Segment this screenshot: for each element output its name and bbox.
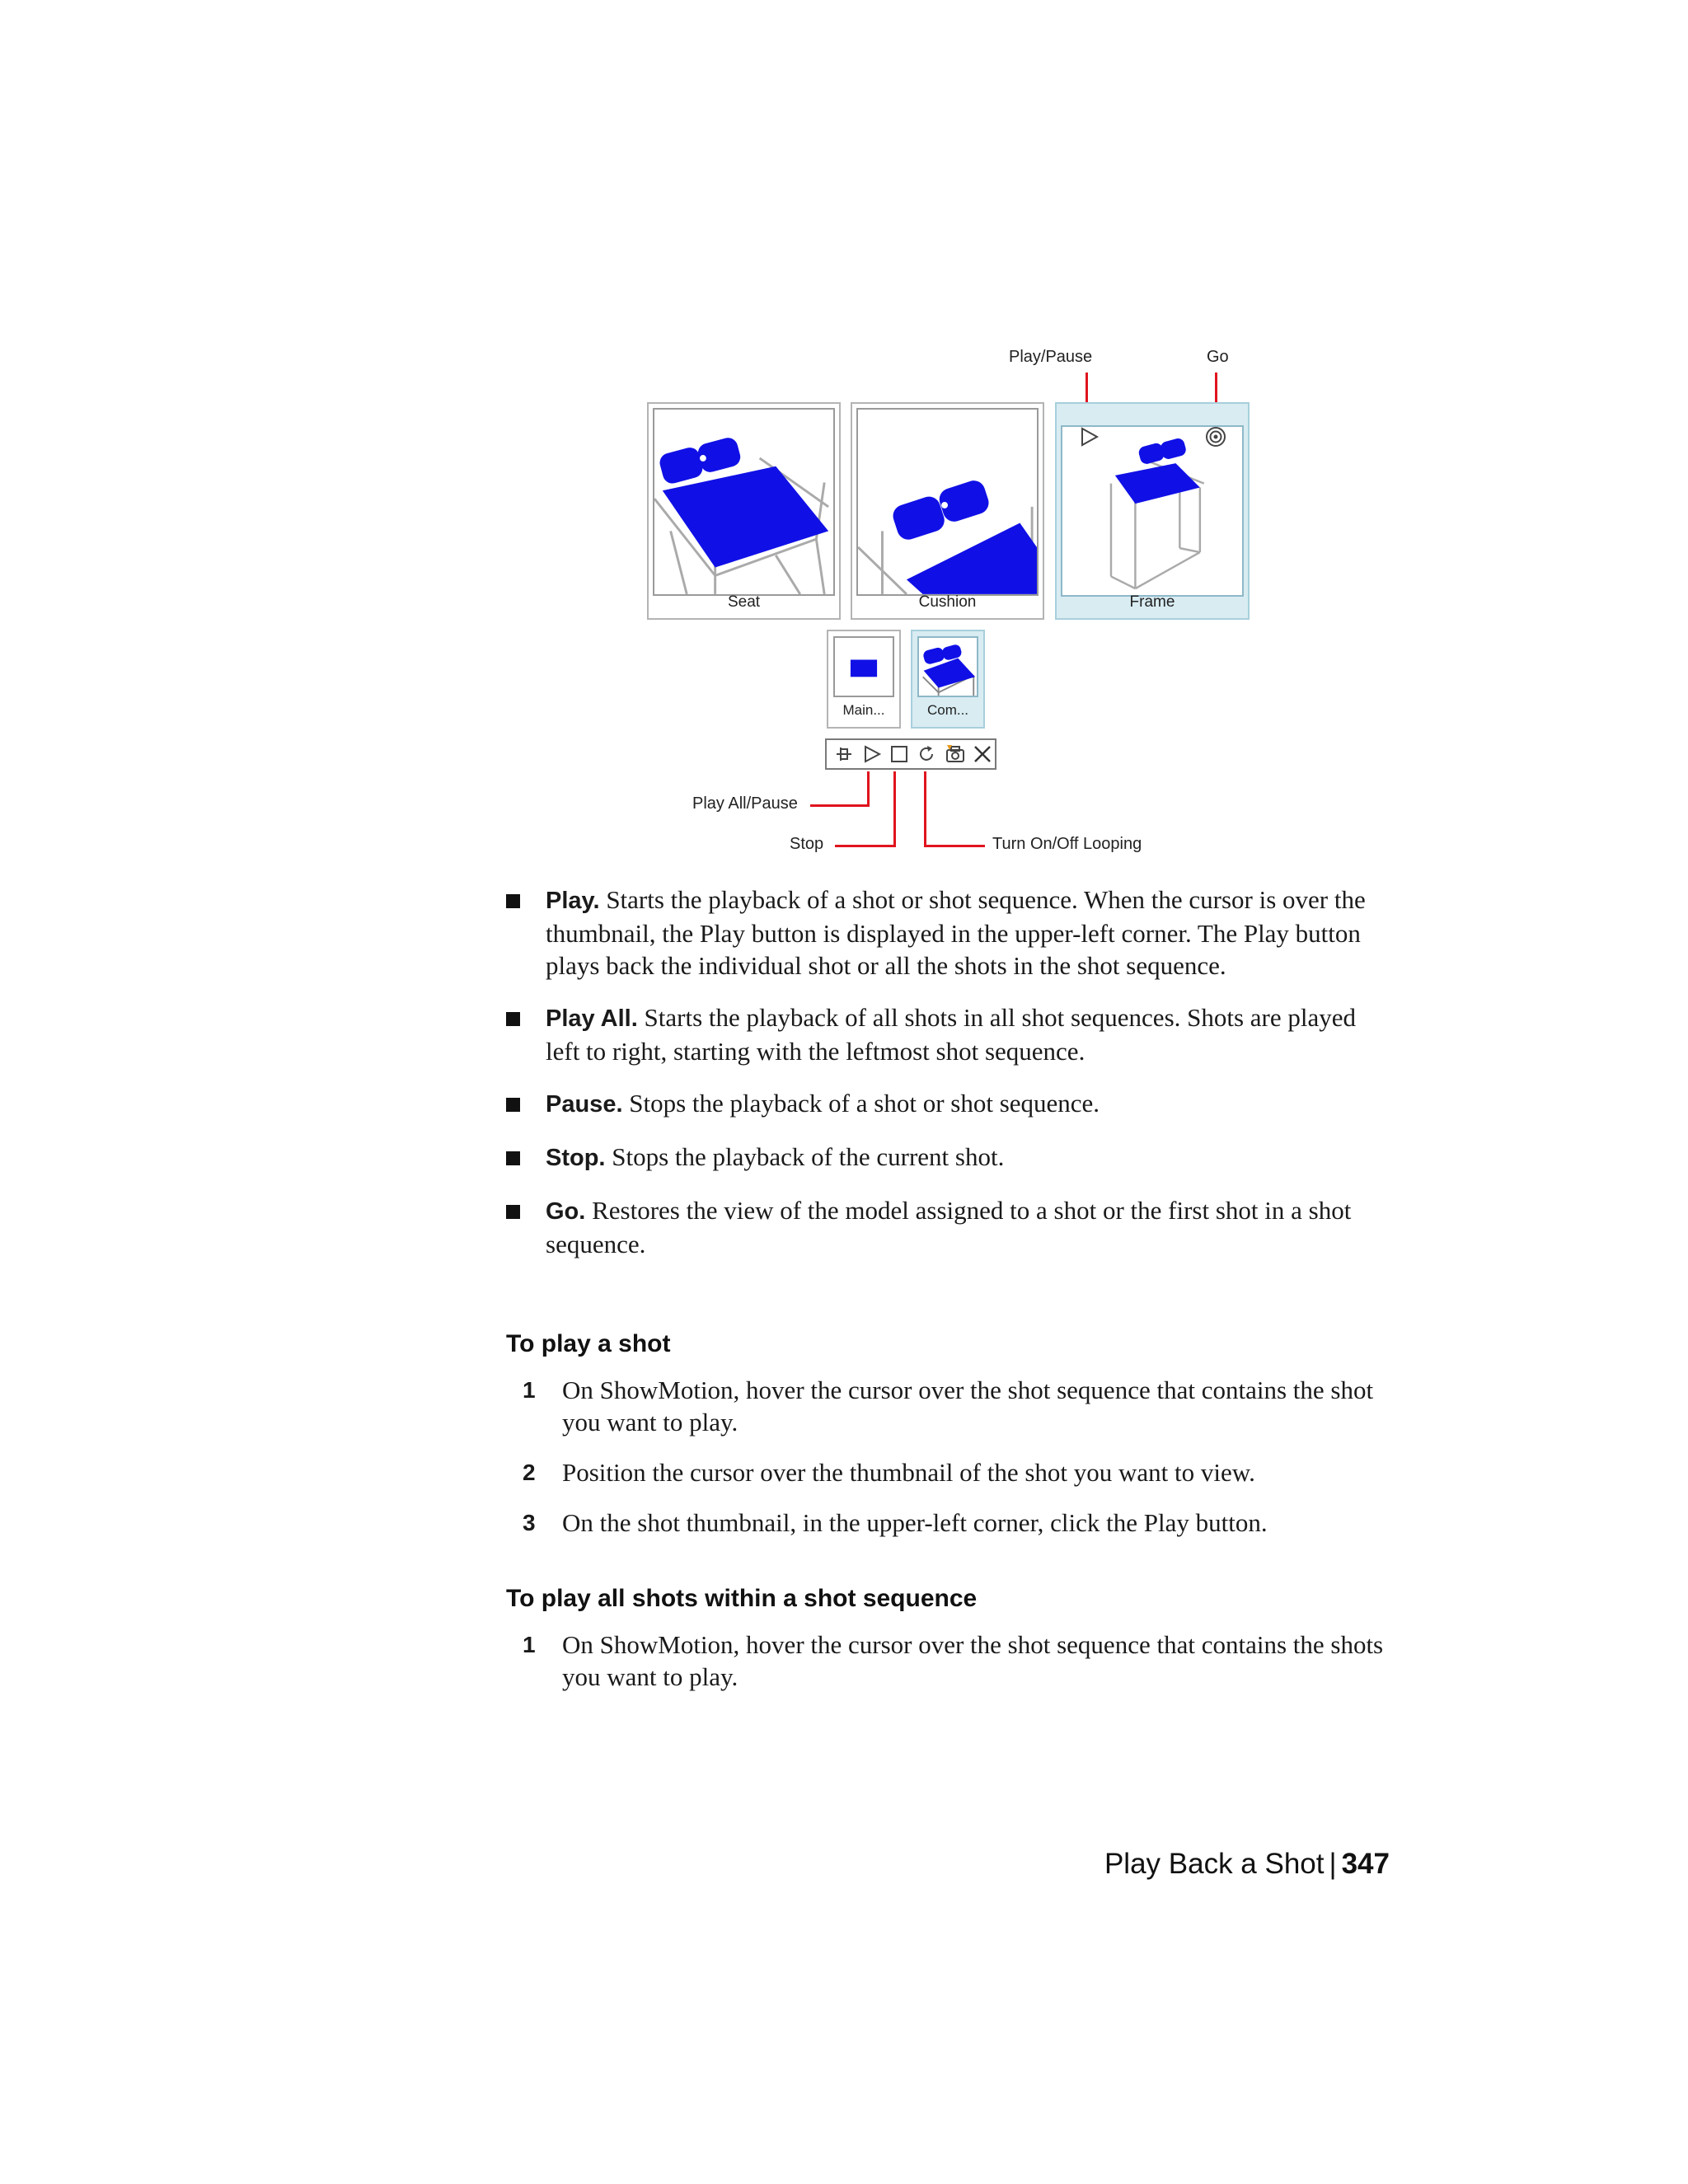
callout-stop-label: Stop [790,835,824,853]
callout-looping-leader-v [924,771,926,847]
step-number: 1 [523,1632,536,1657]
step-item [506,1374,1396,1438]
pin-button[interactable] [832,742,856,766]
callout-play-all-leader-v [867,771,870,806]
play-icon [1080,427,1100,447]
play-all-pause-button[interactable] [860,742,884,766]
bullet-marker [506,1098,520,1112]
sequence-label-main: Main... [842,702,885,718]
bullet-marker [506,894,520,908]
callout-looping-leader-h [924,845,985,847]
shot-image-cushion [856,408,1039,596]
shot-image-seat [653,408,835,596]
step-number: 1 [523,1377,536,1403]
procedure-heading-play-shot: To play a shot [506,1330,671,1357]
callout-play-all-leader-h [810,804,870,807]
bullet-term: Play All. [546,1005,638,1032]
bullet-stop [506,1141,1396,1174]
step-text: On ShowMotion, hover the cursor over the shot sequence that contains the shot you want to play. [562,1376,1374,1436]
bullet-term: Pause. [546,1091,623,1118]
callout-play-all-pause-label: Play All/Pause [692,794,798,813]
shot-label-frame: Frame [1129,593,1175,611]
shot-thumbnail-cushion[interactable] [851,402,1044,620]
step-text: Position the cursor over the thumbnail of the shot you want to view. [562,1458,1255,1487]
step-item [506,1456,1396,1488]
camera-icon [945,743,966,765]
callout-play-pause-label: Play/Pause [1009,348,1093,366]
shot-thumbnail-seat[interactable] [647,402,841,620]
target-icon [1205,426,1226,448]
procedure-heading-play-all: To play all shots within a shot sequence [506,1585,978,1612]
bullet-term: Go. [546,1198,586,1225]
step-item [506,1629,1396,1693]
footer-separator: | [1329,1848,1337,1880]
callout-looping-label: Turn On/Off Looping [992,835,1142,853]
bullet-marker [506,1151,520,1165]
step-number: 3 [523,1510,536,1535]
capture-shot-button[interactable] [943,742,968,766]
bullet-text: Stops the playback of a shot or shot sequence. [622,1089,1100,1118]
bullet-text: Restores the view of the model assigned to a shot or the first shot in a shot sequence. [546,1196,1352,1258]
play-icon [862,744,882,764]
showmotion-toolbar [825,738,996,770]
bullet-text: Starts the playback of a shot or shot sequence. When the cursor is over the thumbnail, the Play button is displayed in the upper-left corner. The Play button plays back the individual shot or all the shots in the shot sequence. [546,885,1366,980]
bullet-play [506,883,1396,982]
footer-section-title: Play Back a Shot [1104,1848,1325,1880]
control-descriptions [506,883,1396,1280]
bullet-text: Stops the playback of the current shot. [605,1142,1005,1171]
looping-toggle-button[interactable] [915,742,940,766]
go-button[interactable] [1205,426,1226,448]
callout-stop-leader-v [893,771,896,847]
step-item [506,1507,1396,1539]
step-text: On the shot thumbnail, in the upper-left corner, click the Play button. [562,1508,1268,1537]
callout-go-label: Go [1207,348,1229,366]
sequence-label-com: Com... [926,702,969,718]
sequence-thumbnail-main[interactable] [827,630,901,729]
loop-icon [917,744,937,764]
bullet-marker [506,1012,520,1026]
bullet-text: Starts the playback of all shots in all shot sequences. Shots are played left to right, starting with the leftmost shot sequence. [546,1003,1357,1066]
bullet-marker [506,1205,520,1219]
sequence-thumbnail-com[interactable] [911,630,985,729]
shot-thumbnail-frame[interactable] [1055,402,1250,620]
sequence-image-main [833,636,894,697]
page-footer [1104,1848,1390,1881]
close-icon [973,744,992,764]
bullet-play-all [506,1001,1396,1067]
bullet-pause [506,1087,1396,1121]
procedure-steps-play-shot [506,1374,1396,1557]
shot-image-frame [1061,425,1244,597]
callout-stop-leader-h [835,845,896,847]
pin-icon [834,744,854,764]
step-number: 2 [523,1460,536,1485]
shot-label-cushion: Cushion [918,593,977,611]
sequence-image-com [917,636,978,697]
bullet-term: Play. [546,888,600,914]
page-number: 347 [1341,1848,1390,1880]
procedure-steps-play-all [506,1629,1396,1711]
close-button[interactable] [970,742,995,766]
step-text: On ShowMotion, hover the cursor over the shot sequence that contains the shots you want to play. [562,1630,1384,1691]
stop-button[interactable] [887,742,912,766]
bullet-go [506,1194,1396,1260]
bullet-term: Stop. [546,1145,606,1171]
shot-label-seat: Seat [727,593,761,611]
play-pause-button[interactable] [1080,427,1100,447]
stop-icon [889,744,909,764]
